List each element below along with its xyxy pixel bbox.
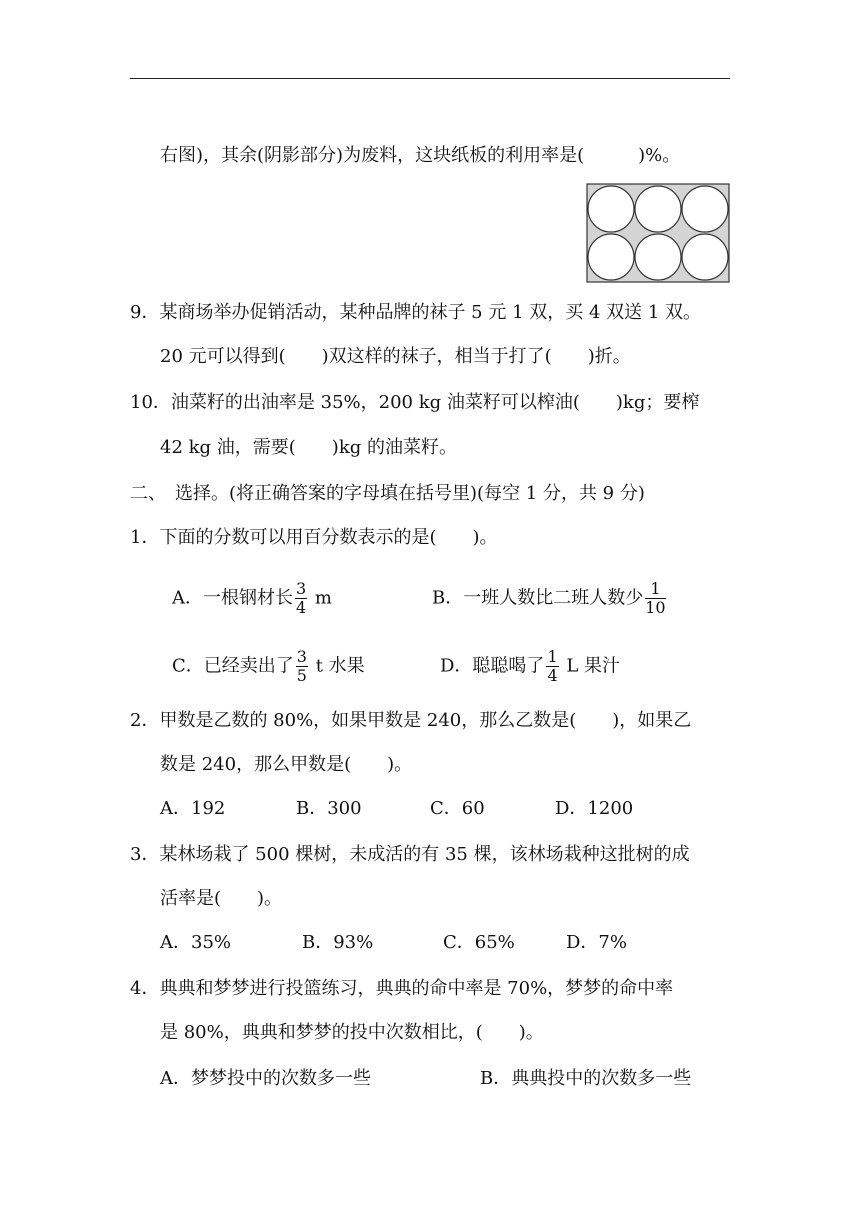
c1-c-text: C．已经卖出了	[172, 655, 294, 677]
c1-a-denominator: 4	[296, 598, 307, 617]
c1-d-denominator: 4	[547, 666, 558, 685]
c1-stem: 1．下面的分数可以用百分数表示的是( )。	[130, 527, 498, 548]
c4-line1: 4．典典和梦梦进行投篮练习，典典的命中率是 70%，梦梦的命中率	[130, 978, 674, 999]
circle-1	[588, 186, 634, 232]
c2-option-b: B．300	[296, 798, 362, 819]
c1-a-numerator: 3	[296, 579, 307, 598]
header-rule	[130, 78, 730, 79]
c3-option-d: D．7%	[566, 932, 627, 953]
c3-option-a: A．35%	[160, 932, 232, 953]
cardboard-circles-figure	[586, 183, 730, 283]
c1-a-unit: m	[309, 587, 332, 609]
q8-continuation: 右图)，其余(阴影部分)为废料，这块纸板的利用率是( )%。	[160, 145, 681, 166]
c2-option-c: C．60	[430, 798, 485, 819]
c1-option-b	[432, 580, 668, 617]
c3-option-c: C．65%	[443, 932, 515, 953]
section-2-title: 二、 选择。(将正确答案的字母填在括号里)(每空 1 分，共 9 分)	[130, 483, 645, 504]
q9-line1: 9．某商场举办促销活动，某种品牌的袜子 5 元 1 双，买 4 双送 1 双。	[130, 302, 702, 323]
c1-b-fraction	[645, 580, 665, 617]
c1-d-unit: L 果汁	[560, 655, 621, 677]
c4-line2: 是 80%，典典和梦梦的投中次数相比，( )。	[160, 1022, 544, 1043]
c2-option-a: A．192	[160, 798, 226, 819]
c1-c-denominator: 5	[296, 666, 307, 685]
c3-line1: 3．某林场栽了 500 棵树，未成活的有 35 棵，该林场栽种这批树的成	[130, 844, 690, 865]
q10-line1: 10．油菜籽的出油率是 35%，200 kg 油菜籽可以榨油( )kg；要榨	[130, 392, 700, 413]
c4-option-a: A．梦梦投中的次数多一些	[160, 1068, 371, 1089]
c1-option-a	[172, 580, 332, 617]
c1-c-unit: t 水果	[309, 655, 365, 677]
c1-option-c	[172, 648, 365, 685]
circle-6	[682, 234, 728, 280]
c1-a-fraction	[295, 580, 307, 617]
circle-2	[635, 186, 681, 232]
c3-line2: 活率是( )。	[160, 888, 283, 909]
c1-c-fraction	[296, 648, 308, 685]
c1-d-fraction	[546, 648, 558, 685]
c1-option-d	[440, 648, 620, 685]
c1-d-numerator: 1	[547, 647, 558, 666]
circle-3	[682, 186, 728, 232]
c2-option-d: D．1200	[555, 798, 634, 819]
circle-4	[588, 234, 634, 280]
c1-b-denominator: 10	[645, 598, 666, 617]
q10-line2: 42 kg 油，需要( )kg 的油菜籽。	[160, 437, 457, 458]
c2-line1: 2．甲数是乙数的 80%，如果甲数是 240，那么乙数是( )，如果乙	[130, 710, 692, 731]
c1-d-text: D．聪聪喝了	[440, 655, 545, 677]
c4-option-b: B．典典投中的次数多一些	[480, 1068, 692, 1089]
c1-b-text: B．一班人数比二班人数少	[432, 587, 644, 609]
c1-a-text: A．一根钢材长	[172, 587, 293, 609]
c3-option-b: B．93%	[302, 932, 374, 953]
c1-b-numerator: 1	[645, 580, 665, 599]
circle-5	[635, 234, 681, 280]
q9-line2: 20 元可以得到( )双这样的袜子，相当于打了( )折。	[160, 346, 631, 367]
c1-c-numerator: 3	[296, 647, 307, 666]
c2-line2: 数是 240，那么甲数是( )。	[160, 754, 413, 775]
